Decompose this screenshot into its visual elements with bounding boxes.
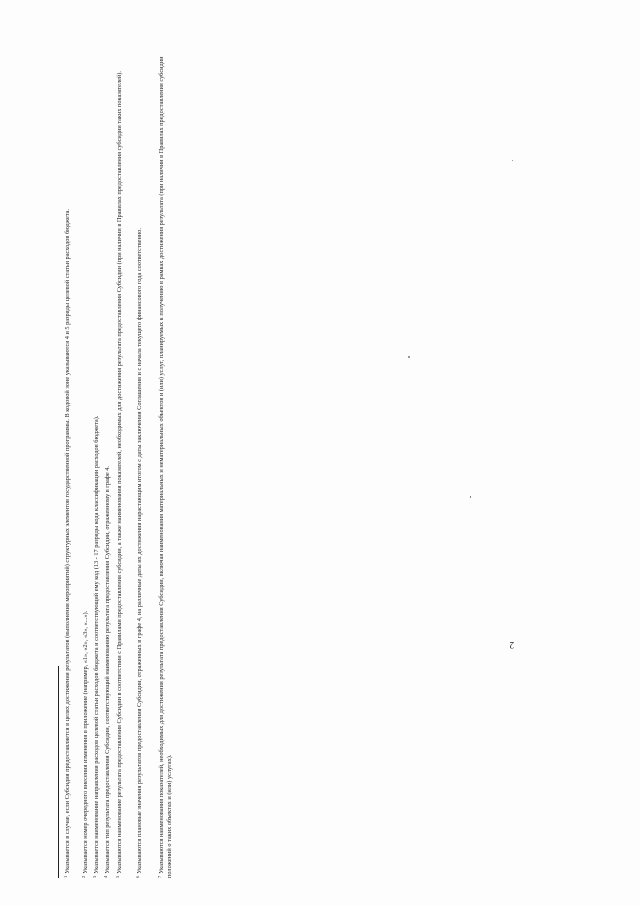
- footnote-3-number: 3: [92, 875, 97, 878]
- footnote-1: [62, 28, 72, 878]
- footnote-6: [134, 28, 144, 878]
- scan-speck: [408, 356, 410, 358]
- footnote-4-number: 4: [103, 875, 108, 878]
- footnote-4-text: Указывается тип результата предоставления Субсидии, соответствующий наименованию результата предоставления Субсидии, отраженному в графе 4.: [104, 466, 111, 874]
- footnote-5-number: 5: [115, 875, 120, 878]
- footnote-5: [114, 28, 124, 878]
- footnote-3: [91, 28, 101, 878]
- footnote-2-text: Указывается номер очередного внесения изменения в приложение (например, «1», «2», «3», «...»).: [82, 610, 89, 874]
- footnote-5-text: Указываются наименование результата предоставления Субсидии в соответствии с Правилами предоставления субсидии, а также наименования показателей, необходимых для достижения результата предоставления Субсидии (при наличии в Правилах предоставления субсидии таких показателей).: [116, 71, 123, 874]
- footnote-separator-line: [58, 666, 59, 878]
- footnote-1-number: 1: [63, 875, 68, 878]
- footnote-7-text: Указываются наименования показателей, необходимых для достижения результата предоставления Субсидии, включая наименования материальных и нематериальных объектов и (или) услуг, планируемых к получению в рамках достижения результата (при наличии в Правилах предоставления субсидии положений о таких объектах и (или) услугах).: [158, 56, 174, 878]
- footnote-6-number: 6: [135, 875, 140, 878]
- footnote-6-text: Указываются плановые значения результатов предоставления Субсидии, отраженных в графе 4, на различные даты их достижения нарастающим итогом с даты заключения Соглашения и с начала текущего финансового года соответственно.: [136, 228, 143, 874]
- scan-speck: [470, 496, 471, 498]
- footnote-4: [102, 28, 112, 878]
- footnote-2: [80, 28, 90, 878]
- page-number: 2: [509, 640, 514, 650]
- footnote-2-number: 2: [81, 875, 86, 878]
- footnote-7-number: 7: [157, 875, 162, 878]
- footnote-1-text: Указывается в случае, если Субсидия предоставляется в целях достижения результатов (выполнения мероприятий) структурных элементов государственной программы. В кодовой зоне указываются 4 и 5 разряды целевой статьи расходов бюджета.: [64, 208, 71, 874]
- rotated-content: [58, 18, 514, 878]
- footnote-7: [156, 28, 174, 878]
- scan-speck: [512, 160, 513, 161]
- footnote-3-text: Указывается наименование направления расходов целевой статьи расходов бюджета и соответствующий ему код (13 - 17 разряды кода классификации расходов бюджета).: [93, 415, 100, 874]
